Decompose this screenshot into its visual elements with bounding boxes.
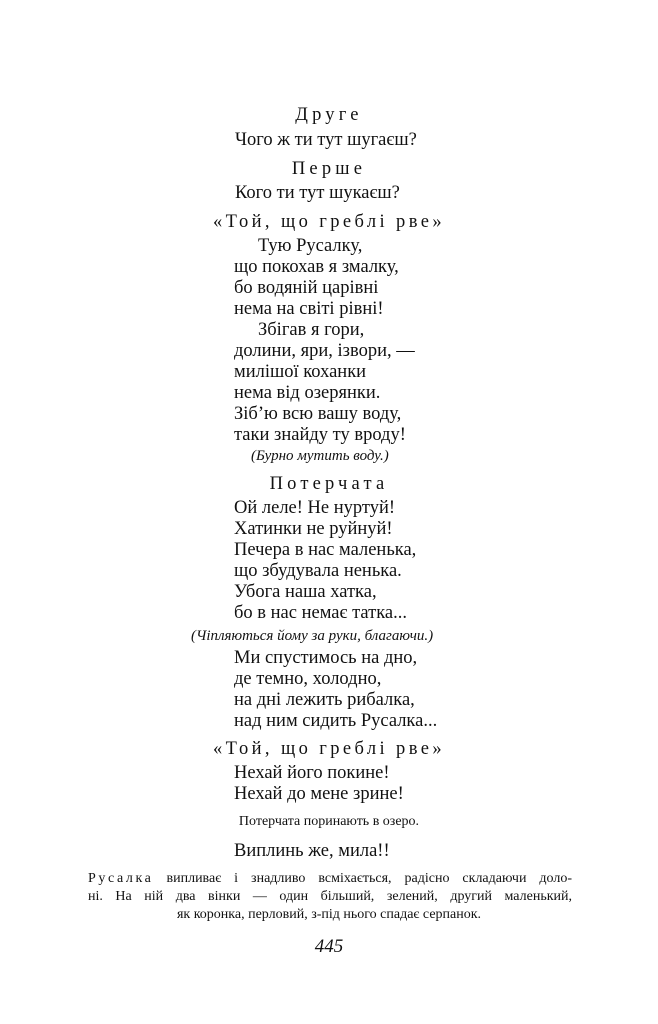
page-number: 445 — [314, 936, 344, 957]
prose-text: випливає і знадливо всміхається, радісно складаючи доло- — [166, 871, 573, 886]
stage-direction: (Бурно мутить воду.) — [251, 448, 389, 464]
verse-line: Тую Русалку, — [258, 236, 363, 256]
verse-line: Збігав я гори, — [258, 320, 365, 340]
verse-line: таки знайду ту вроду! — [234, 425, 406, 445]
speaker-name: Друге — [295, 105, 363, 125]
verse-line: Хатинки не руйнуй! — [234, 519, 393, 539]
verse-line: над ним сидить Русалка... — [234, 711, 438, 731]
verse-line: на дні лежить рибалка, — [234, 690, 415, 710]
speaker-name: Перше — [291, 159, 367, 179]
verse-line: Убога наша хатка, — [234, 582, 377, 602]
speaker-name: «Той, що греблі рве» — [212, 212, 446, 232]
verse-line: милішої коханки — [234, 362, 367, 382]
verse-line: Чого ж ти тут шугаєш? — [235, 130, 417, 150]
speaker-name: «Той, що греблі рве» — [212, 739, 446, 759]
verse-line: Печера в нас маленька, — [234, 540, 417, 560]
stage-direction: (Чіпляються йому за руки, благаючи.) — [191, 628, 434, 644]
verse-line: бо в нас немає татка... — [234, 603, 407, 623]
prose-line — [88, 870, 572, 888]
verse-line: що покохав я змалку, — [234, 257, 399, 277]
character-name: Русалка — [88, 871, 154, 886]
verse-line: Нехай до мене зрине! — [234, 784, 404, 804]
verse-line: Ми спустимось на дно, — [234, 648, 418, 668]
prose-line: ні. На ній два вінки — один більший, зелений, другий маленький, — [88, 889, 572, 904]
verse-line: що збудувала ненька. — [234, 561, 402, 581]
verse-line: Зіб’ю всю вашу воду, — [234, 404, 402, 424]
verse-line: нема від озерянки. — [234, 383, 381, 403]
verse-line: Кого ти тут шукаєш? — [235, 183, 400, 203]
verse-line: долини, яри, ізвори, — — [234, 341, 415, 361]
verse-line: Ой леле! Не нуртуй! — [234, 498, 396, 518]
stage-direction: Потерчата поринають в озеро. — [238, 814, 420, 829]
prose-line: як коронка, перловий, з-під нього спадає серпанок. — [176, 907, 482, 922]
verse-line: Виплинь же, мила!! — [234, 841, 390, 861]
speaker-name: Потерчата — [269, 474, 389, 494]
verse-line: нема на світі рівні! — [234, 299, 384, 319]
verse-line: де темно, холодно, — [234, 669, 382, 689]
verse-line: бо водяній царівні — [234, 278, 379, 298]
verse-line: Нехай його покине! — [234, 763, 390, 783]
